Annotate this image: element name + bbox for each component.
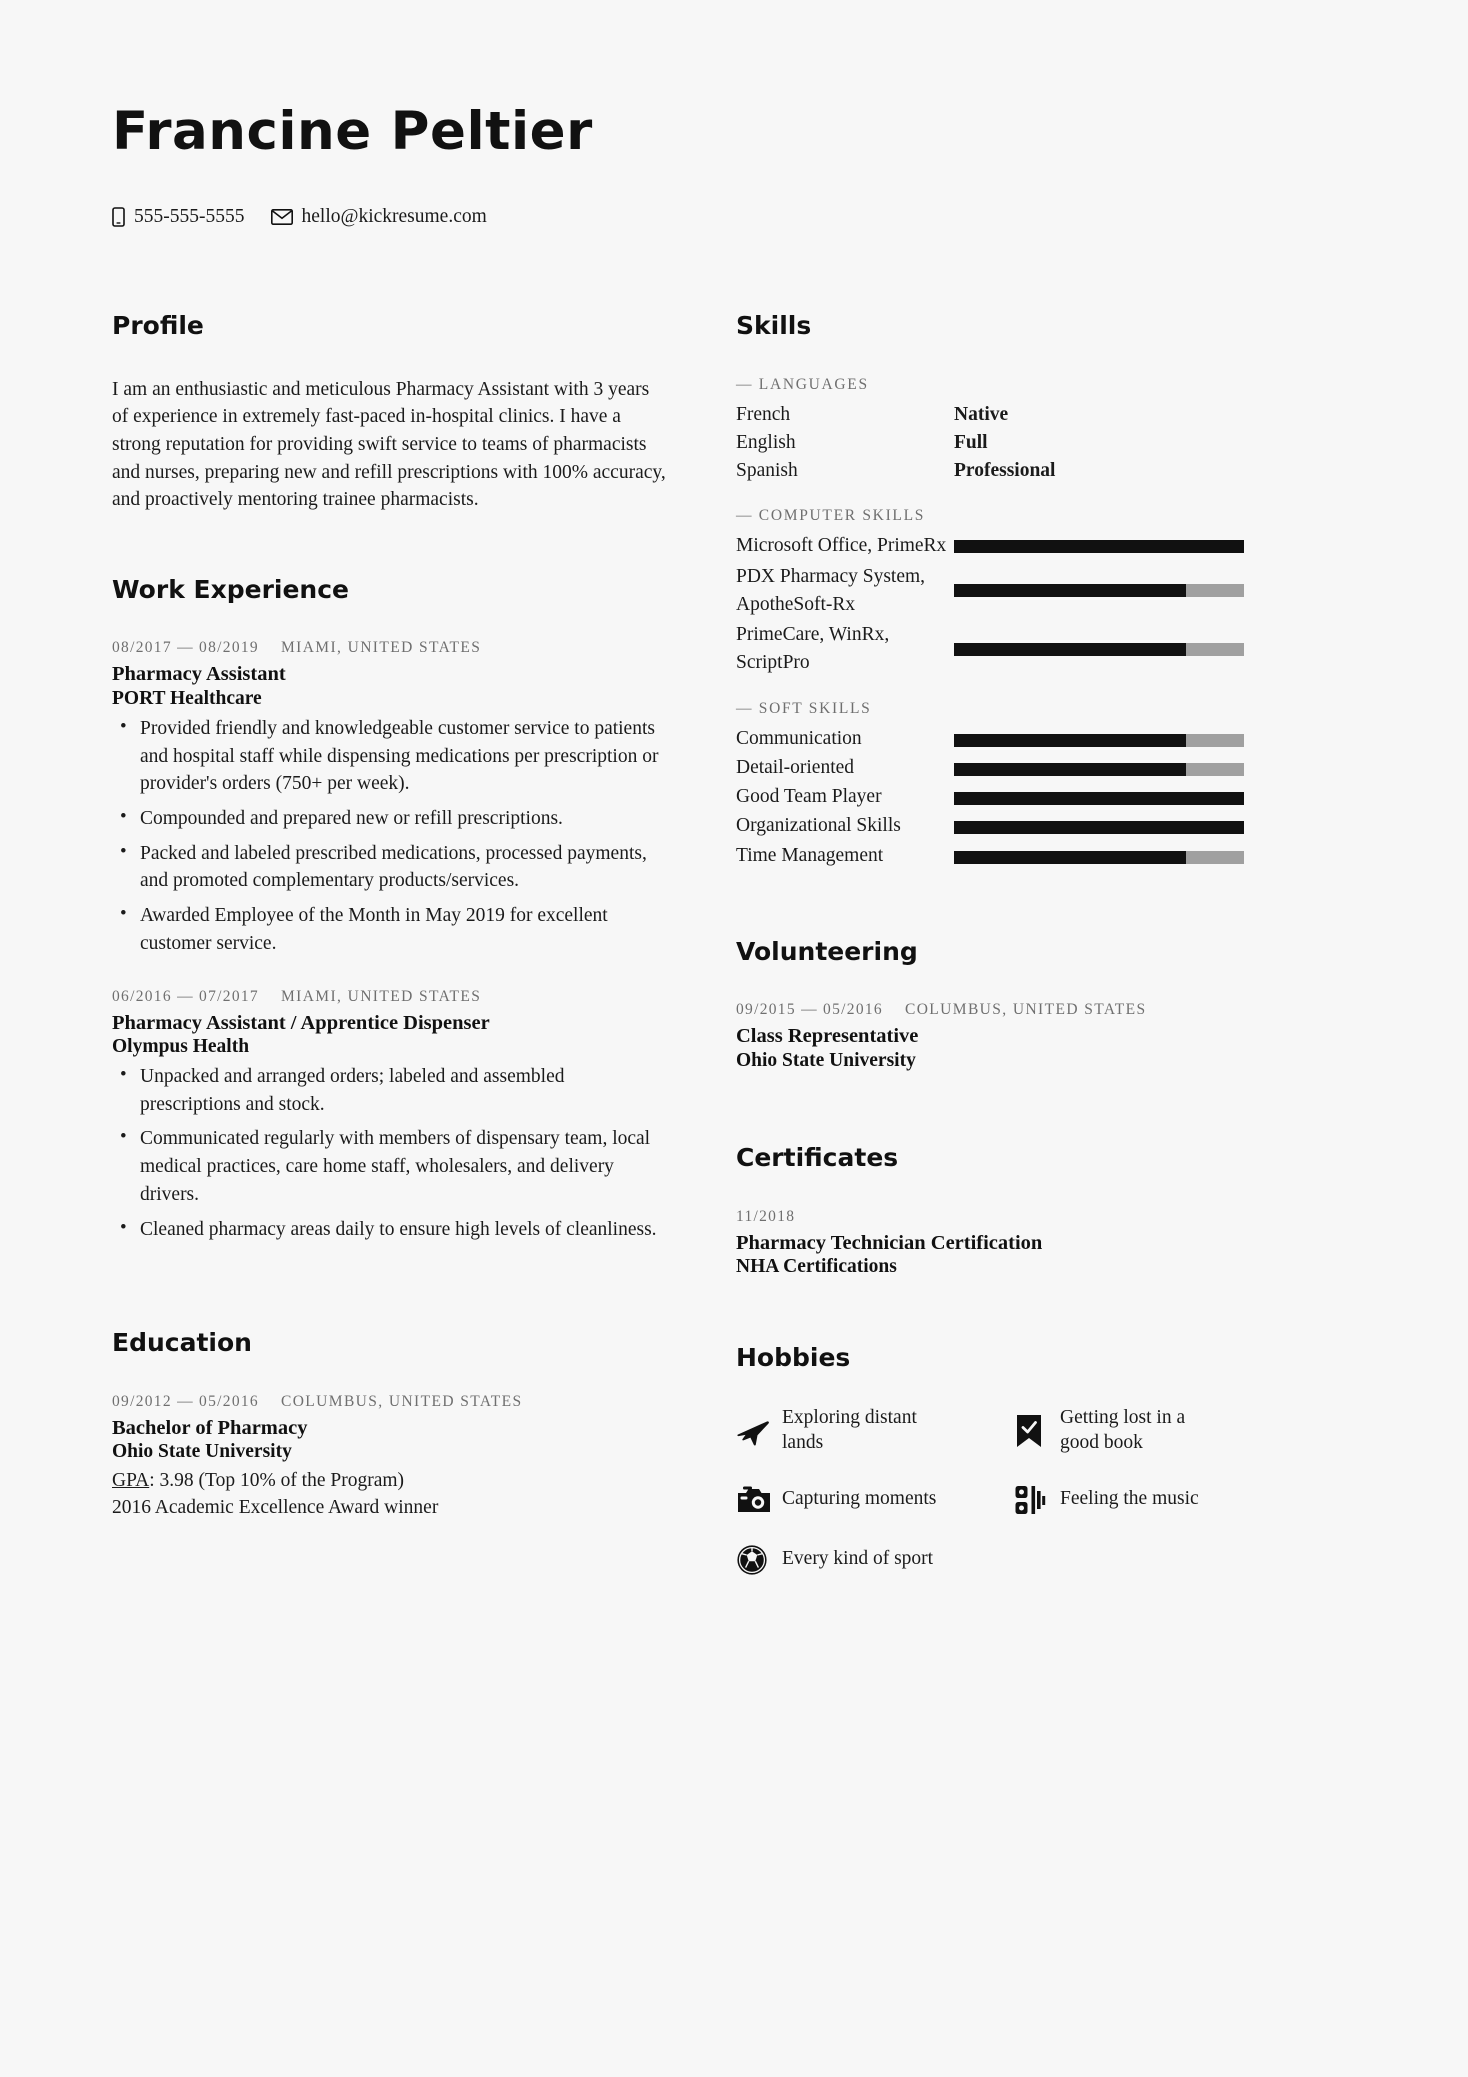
- skill-bar-track: [954, 584, 1244, 597]
- skill-bar-fill: [954, 851, 1186, 864]
- list-item: • Communicated regularly with members of dispensary team, local medical practices, care home staff, wholesalers, and delivery drivers.: [137, 1125, 668, 1208]
- education-meta: [112, 1393, 668, 1411]
- section-heading-volunteering: Volunteering: [736, 936, 918, 966]
- education-extra: 2016 Academic Excellence Award winner: [112, 1496, 439, 1518]
- language-row: [736, 401, 1292, 429]
- skill-bar-track: [954, 763, 1244, 776]
- left-column: [112, 312, 668, 1604]
- skill-row: [736, 532, 1292, 560]
- work-company: Olympus Health: [112, 1035, 250, 1057]
- skill-bar-track: [954, 540, 1244, 553]
- language-level: Full: [954, 431, 988, 453]
- skill-label: Good Team Player: [736, 786, 882, 808]
- work-dates: 06/2016 — 07/2017: [112, 987, 259, 1005]
- section-heading-profile: Profile: [112, 311, 204, 340]
- soccer-ball-icon: [736, 1544, 782, 1576]
- list-item: • Packed and labeled prescribed medications, processed payments, and promoted complementary products/services.: [137, 840, 668, 895]
- envelope-icon: [271, 209, 293, 225]
- hobbies-grid: [736, 1406, 1292, 1604]
- skill-group-soft: [736, 700, 1292, 870]
- work-location: MIAMI, UNITED STATES: [280, 987, 482, 1005]
- skill-label: Time Management: [736, 844, 884, 866]
- language-name: French: [736, 403, 791, 425]
- language-level: Native: [954, 403, 1009, 425]
- hobby-item: [736, 1406, 1014, 1456]
- certificate-meta: [736, 1208, 1292, 1226]
- skill-row: [736, 563, 1292, 620]
- list-item: • Provided friendly and knowledgeable customer service to patients and hospital staff while dispensing medications per prescription or provider's orders (750+ per week).: [137, 715, 668, 798]
- hobby-label: Getting lost in a good book: [1060, 1406, 1186, 1453]
- gpa-value: : 3.98 (Top 10% of the Program): [149, 1470, 405, 1492]
- section-heading-hobbies: Hobbies: [736, 1343, 851, 1373]
- section-heading-work: Work Experience: [112, 574, 349, 604]
- work-bullets: [112, 1063, 668, 1243]
- volunteering-org: Ohio State University: [736, 1049, 916, 1071]
- language-level: Professional: [954, 460, 1056, 482]
- skill-bar-fill: [954, 643, 1186, 656]
- skill-bar-fill: [954, 821, 1244, 834]
- volunteering-entry: [736, 1001, 1292, 1072]
- phone-text: 555-555-5555: [134, 206, 245, 227]
- skill-label: Detail-oriented: [736, 756, 855, 778]
- section-heading-education: Education: [112, 1328, 252, 1358]
- education-location: COLUMBUS, UNITED STATES: [280, 1392, 523, 1410]
- skill-bar-track: [954, 851, 1244, 864]
- hobby-label: Feeling the music: [1060, 1488, 1199, 1510]
- skill-bar-track: [954, 821, 1244, 834]
- work-meta: [112, 639, 668, 657]
- phone-icon: [112, 207, 125, 227]
- volunteering-location: COLUMBUS, UNITED STATES: [904, 1001, 1147, 1019]
- hobby-label: Every kind of sport: [782, 1548, 934, 1570]
- hobby-label: Exploring distant lands: [782, 1406, 917, 1453]
- contact-row: [112, 206, 1392, 228]
- hobby-item: [1014, 1406, 1292, 1456]
- profile-text: I am an enthusiastic and meticulous Pharmacy Assistant with 3 years of experience in extremely fast-paced in-hospital clinics. I have a strong reputation for providing swift service to teams of pharmacists and nurses, preparing new and refill prescriptions with 100% accuracy, and proactively mentoring trainee pharmacists.: [112, 378, 666, 511]
- skill-group-title: — LANGUAGES: [736, 375, 869, 393]
- volunteering-dates: 09/2015 — 05/2016: [736, 1001, 883, 1019]
- language-row: [736, 429, 1292, 457]
- work-entry: [112, 988, 668, 1244]
- work-title: Pharmacy Assistant / Apprentice Dispenser: [112, 1011, 490, 1034]
- education-dates: 09/2012 — 05/2016: [112, 1392, 259, 1410]
- skill-group-computer: [736, 507, 1292, 677]
- hobby-item: [1014, 1484, 1292, 1516]
- skill-bar-track: [954, 643, 1244, 656]
- volunteering-meta: [736, 1001, 1292, 1019]
- skill-row: [736, 842, 1292, 870]
- work-title: Pharmacy Assistant: [112, 663, 286, 686]
- work-company: PORT Healthcare: [112, 687, 262, 709]
- skill-label: Organizational Skills: [736, 815, 901, 837]
- certificate-dates: 11/2018: [736, 1207, 796, 1225]
- language-name: Spanish: [736, 460, 798, 482]
- work-location: MIAMI, UNITED STATES: [280, 639, 482, 657]
- gpa-label: GPA: [112, 1470, 150, 1492]
- list-item: • Compounded and prepared new or refill prescriptions.: [137, 805, 668, 833]
- skill-group-languages: [736, 376, 1292, 486]
- skill-bar-fill: [954, 540, 1244, 553]
- camera-icon: [736, 1485, 782, 1515]
- skill-bar-fill: [954, 584, 1186, 597]
- contact-phone: [112, 206, 245, 228]
- skill-bar-fill: [954, 734, 1186, 747]
- list-item: • Unpacked and arranged orders; labeled and assembled prescriptions and stock.: [137, 1063, 668, 1118]
- education-school: Ohio State University: [112, 1440, 292, 1462]
- work-dates: 08/2017 — 08/2019: [112, 639, 259, 657]
- skill-row: [736, 725, 1292, 753]
- volunteering-title: Class Representative: [736, 1025, 919, 1048]
- hobby-item: [736, 1484, 1014, 1516]
- skill-bar-fill: [954, 792, 1244, 805]
- work-entry: [112, 639, 668, 957]
- contact-email[interactable]: [271, 206, 487, 228]
- education-gpa: [112, 1468, 668, 1495]
- skill-bar-fill: [954, 763, 1186, 776]
- language-name: English: [736, 431, 796, 453]
- language-row: [736, 457, 1292, 485]
- skill-label: Microsoft Office, PrimeRx: [736, 535, 947, 557]
- skill-bar-track: [954, 734, 1244, 747]
- section-heading-skills: Skills: [736, 311, 812, 340]
- airplane-icon: [736, 1415, 782, 1447]
- certificate-title: Pharmacy Technician Certification: [736, 1231, 1043, 1254]
- skill-label: PDX Pharmacy System, ApotheSoft-Rx: [736, 565, 926, 615]
- education-entry: [112, 1393, 668, 1522]
- education-title: Bachelor of Pharmacy: [112, 1416, 308, 1439]
- section-heading-certificates: Certificates: [736, 1143, 899, 1173]
- list-item: • Awarded Employee of the Month in May 2019 for excellent customer service.: [137, 902, 668, 957]
- certificate-org: NHA Certifications: [736, 1255, 897, 1277]
- hobby-label: Capturing moments: [782, 1488, 937, 1510]
- list-item: • Cleaned pharmacy areas daily to ensure high levels of cleanliness.: [137, 1216, 668, 1244]
- skill-label: PrimeCare, WinRx, ScriptPro: [736, 624, 890, 674]
- bookmark-check-icon: [1014, 1414, 1060, 1448]
- hobby-item: [736, 1544, 1014, 1576]
- work-meta: [112, 988, 668, 1006]
- page-title: Francine Peltier: [112, 101, 593, 162]
- certificate-entry: [736, 1208, 1292, 1279]
- skill-row: [736, 812, 1292, 840]
- skill-group-title: — COMPUTER SKILLS: [736, 507, 926, 525]
- skill-bar-track: [954, 792, 1244, 805]
- email-text: hello@kickresume.com: [301, 206, 487, 227]
- music-equalizer-icon: [1014, 1484, 1060, 1516]
- skill-row: [736, 783, 1292, 811]
- right-column: [736, 312, 1292, 1604]
- work-bullets: [112, 715, 668, 958]
- skill-label: Communication: [736, 727, 862, 749]
- skill-group-title: — SOFT SKILLS: [736, 699, 872, 717]
- skill-row: [736, 754, 1292, 782]
- skill-row: [736, 621, 1292, 678]
